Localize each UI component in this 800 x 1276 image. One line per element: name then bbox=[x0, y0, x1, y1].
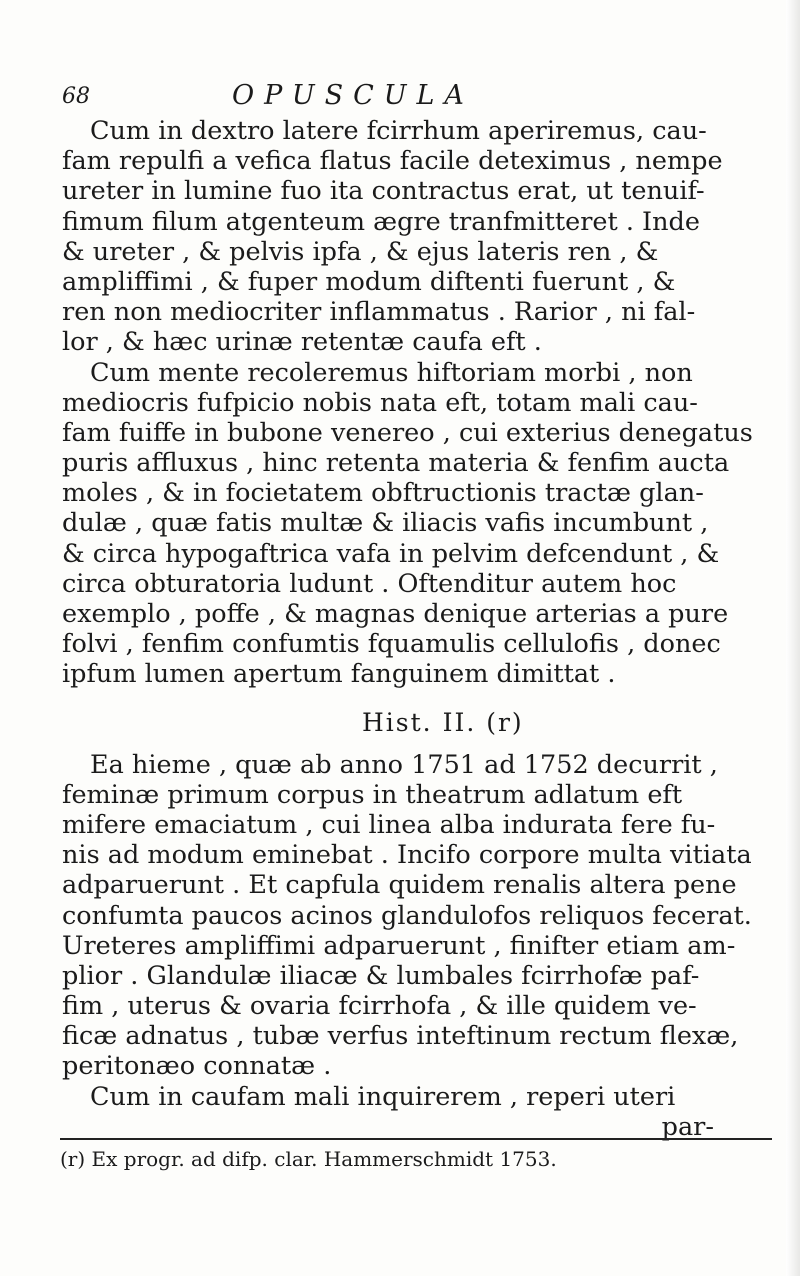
text-line: mediocris fufpicio nobis nata eft, totam mali cau- bbox=[62, 387, 698, 418]
footnote-rule bbox=[60, 1138, 772, 1140]
text-line: fimum filum atgenteum ægre tranfmitteret . Inde bbox=[62, 206, 700, 237]
text-line: puris affluxus , hinc retenta materia & fenfim aucta bbox=[62, 448, 730, 479]
text-line: ampliffimi , & fuper modum diftenti fuerunt , & bbox=[62, 266, 676, 297]
page-number: 68 bbox=[62, 84, 90, 109]
text-line: Ureteres ampliffimi adparuerunt , finifter etiam am- bbox=[62, 930, 736, 961]
text-line: exemplo , poffe , & magnas denique arterias a pure bbox=[62, 599, 729, 629]
text-line: folvi , fenfim confumtis fquamulis cellulofis , donec bbox=[62, 629, 721, 660]
paragraph-4 bbox=[62, 1082, 762, 1112]
text-line: adparuerunt . Et capfula quidem renalis altera pene bbox=[62, 870, 737, 901]
text-line: plior . Glandulæ iliacæ & lumbales fcirrhofæ paf- bbox=[62, 960, 700, 991]
text-line: dulæ , quæ fatis multæ & iliacis vafis incumbunt , bbox=[62, 508, 709, 539]
text-line: nis ad modum eminebat . Incifo corpore multa vitiata bbox=[62, 840, 752, 871]
text-line: moles , & in focietatem obftructionis tractæ glan- bbox=[62, 478, 704, 509]
text-line: confumta paucos acinos glandulofos reliquos fecerat. bbox=[62, 900, 752, 931]
paragraph-2 bbox=[62, 358, 762, 690]
footnote: (r) Ex progr. ad difp. clar. Hammerschmidt 1753. bbox=[60, 1147, 557, 1171]
catchword: par- bbox=[661, 1111, 714, 1142]
text-line: Cum in dextro latere fcirrhum aperiremus, cau- bbox=[90, 116, 707, 146]
text-line: peritonæo connatæ . bbox=[62, 1051, 332, 1082]
section-heading: Hist. II. (r) bbox=[362, 707, 524, 737]
text-line: & circa hypogaftrica vafa in pelvim defcendunt , & bbox=[62, 538, 720, 569]
text-line: lor , & hæc urinæ retentæ caufa eft . bbox=[62, 327, 542, 358]
page-edge bbox=[786, 0, 800, 1276]
paragraph-1 bbox=[62, 116, 762, 358]
text-line: ficæ adnatus , tubæ verfus inteftinum rectum flexæ, bbox=[62, 1021, 739, 1052]
text-line: fim , uterus & ovaria fcirrhofa , & ille quidem ve- bbox=[62, 991, 697, 1022]
text-line: Cum in caufam mali inquirerem , reperi uteri bbox=[90, 1081, 676, 1112]
text-line: & ureter , & pelvis ipfa , & ejus lateris ren , & bbox=[62, 236, 659, 267]
text-line: mifere emaciatum , cui linea alba indurata fere fu- bbox=[62, 809, 716, 840]
running-head bbox=[62, 80, 762, 114]
text-line: fam repulfi a vefica flatus facile deteximus , nempe bbox=[62, 146, 723, 177]
paragraph-3 bbox=[62, 750, 762, 1082]
text-line: ren non mediocriter inflammatus . Rarior , ni fal- bbox=[62, 297, 696, 328]
text-line: ureter in lumine fuo ita contractus erat, ut tenuif- bbox=[62, 176, 705, 207]
text-line: Cum mente recoleremus hiftoriam morbi , non bbox=[90, 357, 693, 388]
running-title: OPUSCULA bbox=[232, 80, 474, 111]
text-line: Ea hieme , quæ ab anno 1751 ad 1752 decurrit , bbox=[90, 749, 718, 780]
text-line: circa obturatoria ludunt . Oftenditur autem hoc bbox=[62, 568, 677, 599]
text-line: ipfum lumen apertum fanguinem dimittat . bbox=[62, 659, 616, 690]
main-text bbox=[62, 116, 762, 1142]
text-line: feminæ primum corpus in theatrum adlatum eft bbox=[62, 779, 683, 810]
text-line: fam fuiffe in bubone venereo , cui exterius denegatus bbox=[62, 417, 753, 448]
